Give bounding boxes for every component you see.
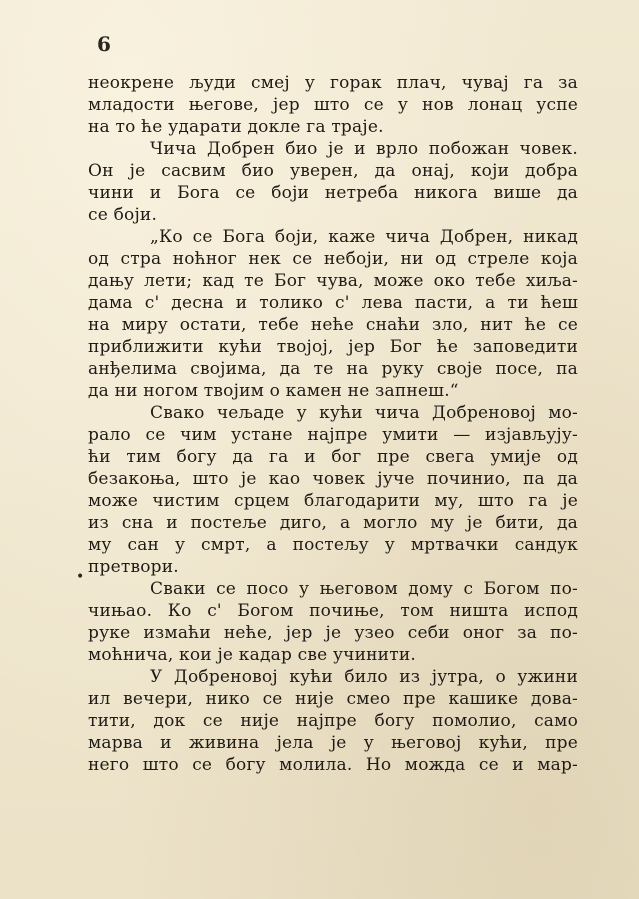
text-line: безакоња, што је као човек јуче починио, па да <box>88 469 578 489</box>
text-line: У Добреновој кући било из јутра, о ужини <box>150 667 578 687</box>
text-line: Свако чељаде у кући чича Добреновој мо- <box>150 403 578 423</box>
text-line: на то ће ударати докле га траје. <box>88 117 384 137</box>
text-line: може чистим срцем благодарити му, што га је <box>88 491 578 511</box>
text-line: од стра ноћног нек се небоји, ни од стреле која <box>88 249 578 269</box>
text-line: рало се чим устане најпре умити — изјављују- <box>88 425 578 445</box>
text-line: Чича Добрен био је и врло побожан човек. <box>150 139 578 159</box>
page-number: 6 <box>97 32 111 56</box>
text-line: из сна и постеље диго, а могло му је бити, да <box>88 513 578 533</box>
text-line: дама с' десна и толико с' лева пасти, а ти ћеш <box>88 293 578 313</box>
text-line: анђелима својима, да те на руку своје посе, па <box>88 359 578 379</box>
text-line: претвори. <box>88 557 179 577</box>
text-line: него што се богу молила. Но можда се и мар- <box>88 755 578 775</box>
text-line: на миру остати, тебе неће снаћи зло, нит ће се <box>88 315 578 335</box>
text-line: се боји. <box>88 205 158 225</box>
text-line: му сан у смрт, а постељу у мртвачки сандук <box>88 535 578 555</box>
body-text <box>88 72 578 776</box>
text-line: младости његове, јер што се у нов лонац успе <box>88 95 578 115</box>
text-line: руке измаћи неће, јер је узео себи оног за по- <box>88 623 578 643</box>
text-line: Он је сасвим био уверен, да онај, који добра <box>88 161 578 181</box>
text-line: ћи тим богу да га и бог пре свега умије од <box>88 447 578 467</box>
text-line: ил вечери, нико се није смео пре кашике дова- <box>88 689 578 709</box>
margin-mark: • <box>76 569 85 585</box>
text-line: марва и живина јела је у његовој кући, пре <box>88 733 578 753</box>
text-line: дању лети; кад те Бог чува, може око тебе хиља- <box>88 271 578 291</box>
text-line: моћнича, кои је кадар све учинити. <box>88 645 416 665</box>
text-line: „Ко се Бога боји, каже чича Добрен, никад <box>150 227 578 247</box>
text-line: приближити кући твојој, јер Бог ће заповедити <box>88 337 578 357</box>
text-line: чини и Бога се боји нетреба никога више да <box>88 183 578 203</box>
text-line: чињао. Ко с' Богом почиње, том ништа испод <box>88 601 578 621</box>
text-line: неокрене људи смеј у горак плач, чувај га за <box>88 73 578 93</box>
text-line: тити, док се није најпре богу помолио, само <box>88 711 578 731</box>
text-line: Сваки се посо у његовом дому с Богом по- <box>150 579 578 599</box>
text-line: да ни ногом твојим о камен не запнеш.“ <box>88 381 459 401</box>
